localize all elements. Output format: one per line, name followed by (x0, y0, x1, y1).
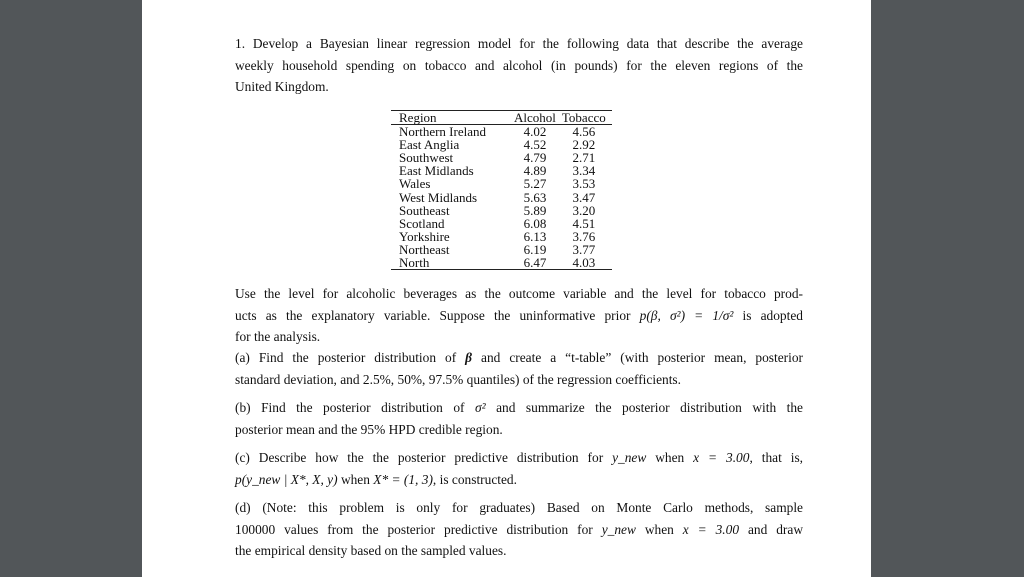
alcohol-cell: 6.47 (500, 256, 558, 270)
use-paragraph (235, 283, 803, 348)
table-row (391, 256, 612, 270)
header-tobacco: Tobacco (558, 111, 612, 125)
part-d (235, 497, 803, 562)
part-a (235, 347, 803, 390)
tobacco-cell: 3.20 (572, 202, 596, 218)
tobacco-cell: 2.92 (572, 137, 596, 153)
alcohol-cell: 4.89 (523, 163, 547, 179)
part-c-line-2: p(y_new | X*, X, y) when X* = (1, 3), is constructed. (235, 471, 517, 487)
alcohol-cell: 4.02 (523, 124, 547, 140)
x-value: x = 3.00 (682, 521, 740, 537)
tobacco-cell: 3.53 (572, 176, 596, 192)
region-cell: East Midlands (399, 163, 474, 179)
use-line-1: Use the level for alcoholic beverages as the outcome variable and the level for tobacco prod- (235, 286, 803, 301)
region-cell: Northern Ireland (399, 124, 486, 140)
table-row (391, 217, 612, 230)
tobacco-cell: 3.47 (572, 189, 596, 205)
region-cell: Southwest (399, 150, 454, 166)
table-row (391, 204, 612, 217)
region-cell: Yorkshire (399, 228, 450, 244)
alcohol-cell: 6.08 (523, 215, 547, 231)
tobacco-cell: 3.34 (572, 163, 596, 179)
region-cell: Southeast (399, 202, 450, 218)
part-b-line-2: posterior mean and the 95% HPD credible region. (235, 421, 503, 437)
part-a-line-2: standard deviation, and 2.5%, 50%, 97.5% quantiles) of the regression coefficients. (235, 371, 681, 387)
part-b (235, 397, 803, 440)
problem-intro (235, 33, 803, 98)
region-cell: Scotland (399, 215, 445, 231)
y-new-symbol: y_new (601, 521, 636, 537)
region-cell: West Midlands (399, 189, 478, 205)
header-region: Region (391, 111, 500, 125)
document-page (142, 0, 871, 577)
alcohol-cell: 4.52 (523, 137, 547, 153)
intro-line-3: United Kingdom. (235, 79, 329, 94)
part-c (235, 447, 803, 490)
table-row (391, 177, 612, 190)
alcohol-cell: 6.13 (523, 228, 547, 244)
region-cell: East Anglia (399, 137, 460, 153)
intro-line-1: 1. Develop a Bayesian linear regression model for the following data that describe the average (235, 36, 803, 51)
part-d-line-2: 100000 values from the posterior predictive distribution for y_new when x = 3.00 and draw (235, 521, 803, 537)
intro-line-2: weekly household spending on tobacco and alcohol (in pounds) for the eleven regions of the (235, 57, 803, 73)
header-alcohol: Alcohol (500, 111, 558, 125)
alcohol-cell: 4.79 (523, 150, 547, 166)
prior-formula: p(β, σ²) = 1/σ² (639, 307, 734, 323)
x-star-value: X* = (1, 3) (373, 471, 433, 487)
alcohol-cell: 6.19 (523, 241, 547, 257)
part-d-line-3: the empirical density based on the sampled values. (235, 543, 507, 558)
tobacco-cell: 3.76 (572, 228, 596, 244)
part-c-line-1: (c) Describe how the the posterior predictive distribution for y_new when x = 3.00, that is, (235, 450, 804, 465)
tobacco-cell: 4.56 (572, 124, 596, 140)
alcohol-cell: 5.89 (523, 202, 547, 218)
region-cell: Northeast (399, 241, 450, 257)
spending-table (391, 110, 612, 270)
table-row (391, 125, 612, 139)
alcohol-cell: 5.27 (523, 176, 547, 192)
part-a-line-1: (a) Find the posterior distribution of β and create a “t-table” (with posterior mean, posterior (235, 350, 803, 365)
tobacco-cell: 4.51 (572, 215, 596, 231)
predictive-formula: p(y_new | X*, X, y) (235, 471, 338, 487)
y-new-symbol: y_new (612, 450, 647, 465)
tobacco-cell: 4.03 (558, 256, 612, 270)
sigma-squared: σ² (474, 400, 486, 415)
x-value: x = 3.00 (693, 450, 750, 465)
alcohol-cell: 5.63 (523, 189, 547, 205)
table-row (391, 230, 612, 243)
table-header-row (391, 111, 612, 125)
part-b-line-1: (b) Find the posterior distribution of σ² and summarize the posterior distribution with the (235, 400, 803, 415)
tobacco-cell: 3.77 (572, 241, 596, 257)
use-line-2: ucts as the explanatory variable. Suppose the uninformative prior p(β, σ²) = 1/σ² is adopted (235, 307, 803, 323)
tobacco-cell: 2.71 (572, 150, 596, 166)
table-row (391, 191, 612, 204)
use-line-3: for the analysis. (235, 329, 321, 344)
part-d-line-1: (d) (Note: this problem is only for graduates) Based on Monte Carlo methods, sample (235, 500, 803, 515)
region-cell: Wales (399, 176, 431, 192)
beta-symbol: β (465, 350, 473, 365)
region-cell: North (391, 256, 500, 270)
